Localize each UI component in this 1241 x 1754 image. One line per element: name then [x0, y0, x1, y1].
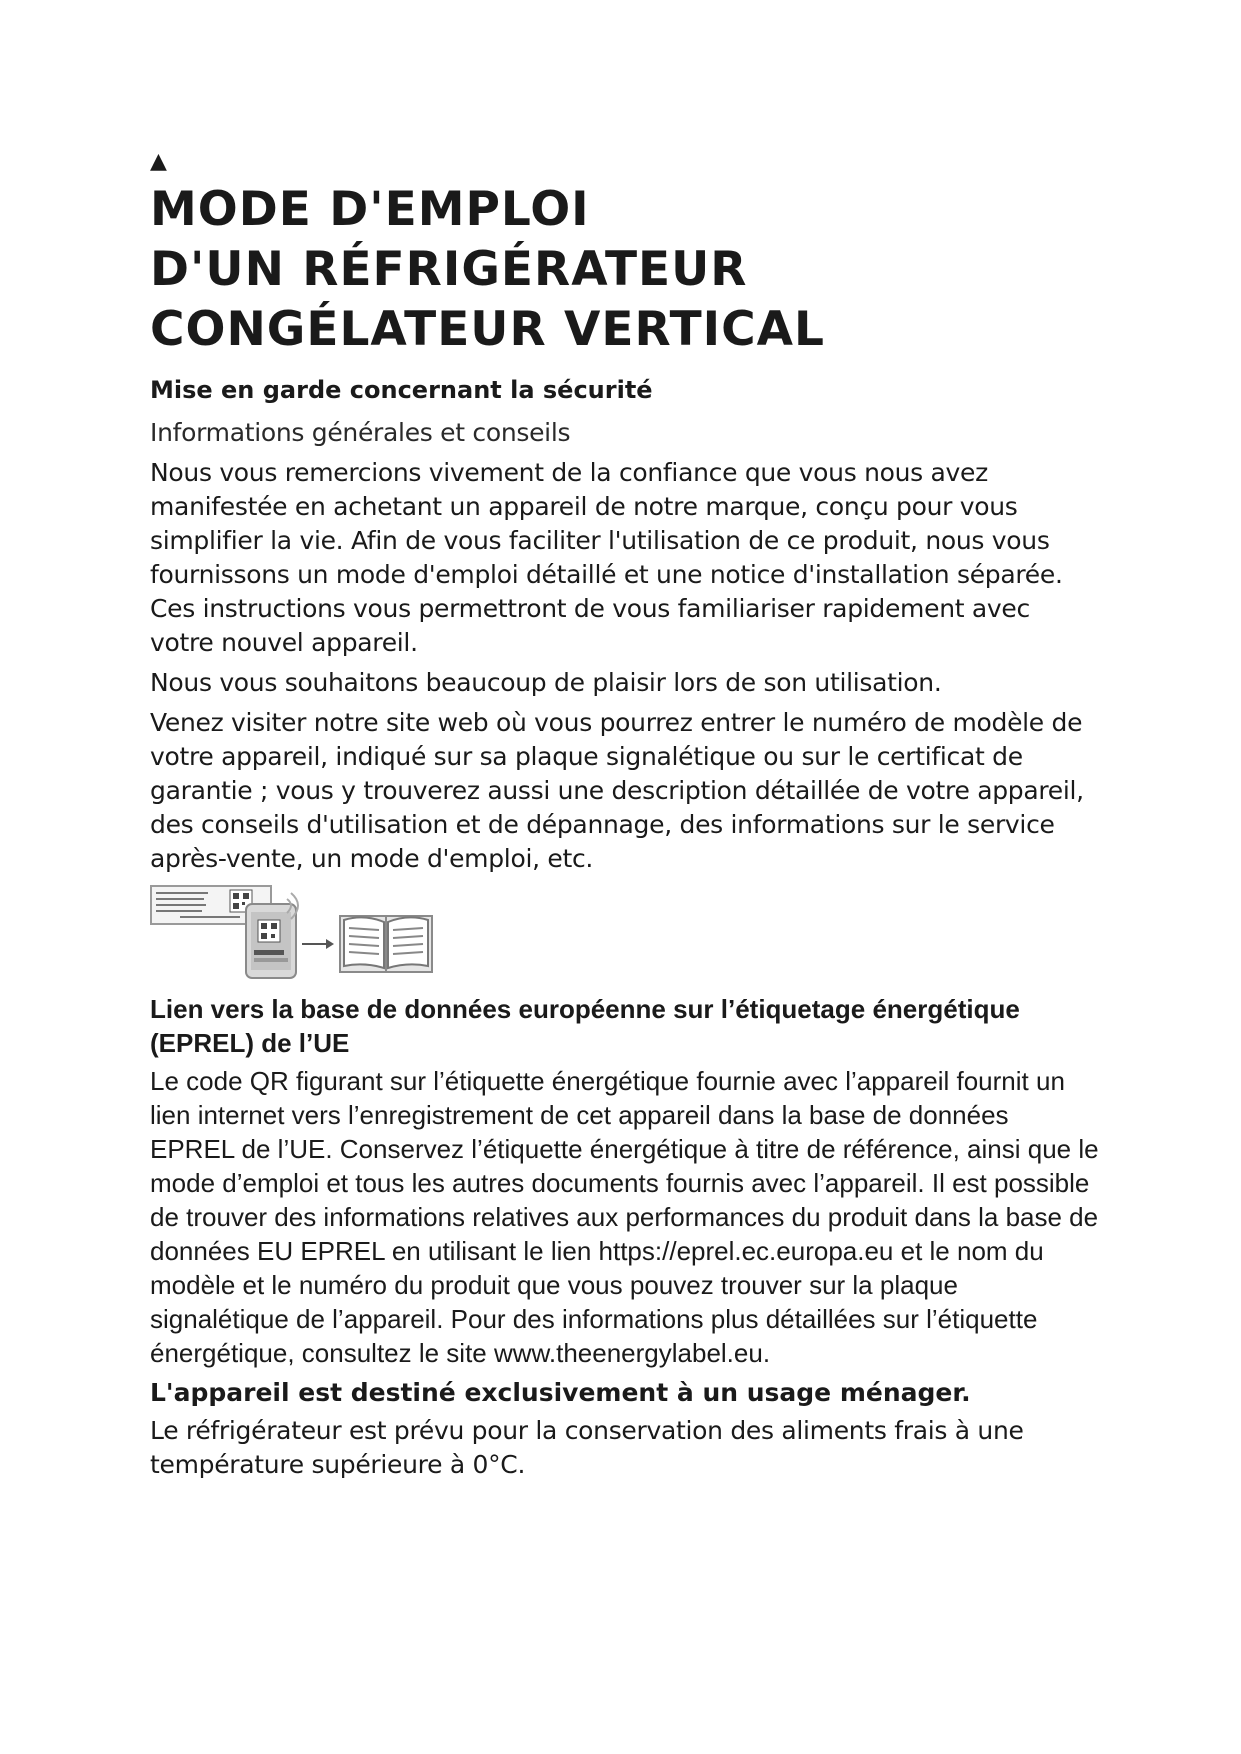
eprel-heading: Lien vers la base de données européenne sur l’étiquetage énergétique (EPREL) de l’UE [150, 994, 1020, 1058]
document-title [150, 180, 1100, 360]
general-info-heading: Informations générales et conseils [150, 418, 571, 447]
household-heading: L'appareil est destiné exclusivement à un usage ménager. [150, 1378, 971, 1407]
eprel-paragraph: Le code QR figurant sur l’étiquette énergétique fournie avec l’appareil fournit un lien internet vers l’enregistrement de cet appareil dans la base de données EPREL de l’UE. Conservez l’étiquette énergétique à titre de référence, ainsi que le mode d’emploi et tous les autres documents fournis avec l’appareil. Il est possible de trouver des informations relatives aux performances du produit dans la base de données EU EPREL en utilisant le lien https://eprel.ec.europa.eu et le nom du modèle et le numéro du produit que vous pouvez trouver sur la plaque signalétique de l’appareil. Pour des informations plus détaillées sur l’étiquette énergétique, consultez le site www.theenergylabel.eu. [150, 1066, 1099, 1368]
registration-illustration-graphic [150, 884, 450, 980]
title-line-1: MODE D'EMPLOI [150, 182, 590, 237]
manual-page [150, 150, 1100, 1488]
household-paragraph: Le réfrigérateur est prévu pour la conservation des aliments frais à une température supérieure à 0°C. [150, 1416, 1024, 1479]
website-paragraph: Venez visiter notre site web où vous pourrez entrer le numéro de modèle de votre appareil, indiqué sur sa plaque signalétique ou sur le certificat de garantie ; vous y trouverez aussi une description détaillée de votre appareil, des conseils d'utilisation et de dépannage, des informations sur le service après-vente, un mode d'emploi, etc. [150, 708, 1084, 873]
intro-paragraph: Nous vous remercions vivement de la confiance que vous nous avez manifestée en achetant un appareil de notre marque, conçu pour vous simplifier la vie. Afin de vous faciliter l'utilisation de ce produit, nous vous fournissons un mode d'emploi détaillé et une notice d'installation séparée. Ces instructions vous permettront de vous familiariser rapidement avec votre nouvel appareil. [150, 458, 1063, 657]
title-line-2: D'UN RÉFRIGÉRATEUR [150, 242, 748, 297]
enjoy-paragraph: Nous vous souhaitons beaucoup de plaisir lors de son utilisation. [150, 668, 942, 697]
safety-heading: Mise en garde concernant la sécurité [150, 376, 653, 404]
triangle-marker-icon: ▲ [150, 149, 167, 174]
smartphone-qr-icon [246, 893, 298, 978]
open-book-icon [340, 916, 432, 972]
title-line-3: CONGÉLATEUR VERTICAL [150, 302, 825, 357]
arrow-right-icon [302, 939, 334, 949]
registration-illustration [150, 884, 450, 980]
